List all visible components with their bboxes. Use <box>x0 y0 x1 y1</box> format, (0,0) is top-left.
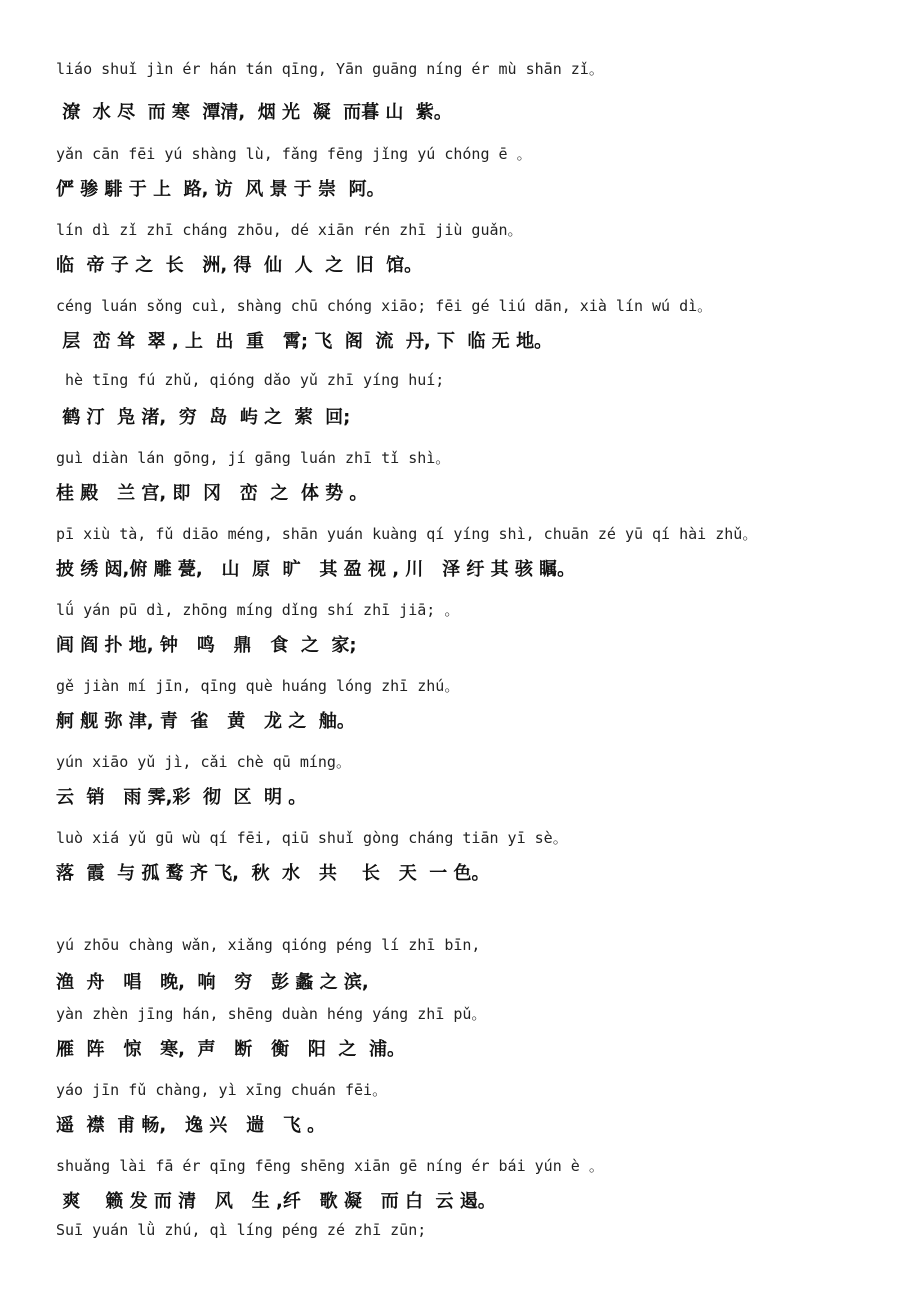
hanzi-line: 临 帝 子 之 长 洲, 得 仙 人 之 旧 馆。 <box>56 255 423 276</box>
pinyin-line: yǎn cān fēi yú shàng lù, fǎng fēng jǐng yú chóng ē 。 <box>56 145 532 163</box>
hanzi-line: 披 绣 闼,俯 雕 甍, 山 原 旷 其 盈 视 , 川 泽 纡 其 骇 瞩。 <box>56 559 576 580</box>
pinyin-line: hè tīng fú zhǔ, qióng dǎo yǔ zhī yíng huí; <box>56 371 445 389</box>
hanzi-line: 渔 舟 唱 晚, 响 穷 彭 蠡 之 滨, <box>56 972 369 993</box>
hanzi-line: 闾 阎 扑 地, 钟 鸣 鼎 食 之 家; <box>56 635 357 656</box>
hanzi-line: 舸 舰 弥 津, 青 雀 黄 龙 之 舳。 <box>56 711 355 732</box>
hanzi-line: 爽 籁 发 而 清 风 生 ,纤 歌 凝 而 白 云 遏。 <box>56 1191 496 1212</box>
pinyin-line: yáo jīn fǔ chàng, yì xīng chuán fēi。 <box>56 1081 388 1099</box>
pinyin-line: yún xiāo yǔ jì, cǎi chè qū míng。 <box>56 753 351 771</box>
hanzi-line: 俨 骖 騑 于 上 路, 访 风 景 于 崇 阿。 <box>56 179 385 200</box>
pinyin-line: shuǎng lài fā ér qīng fēng shēng xiān gē níng ér bái yún è 。 <box>56 1157 604 1175</box>
pinyin-line: Suī yuán lǜ zhú, qì líng péng zé zhī zūn; <box>56 1221 427 1239</box>
hanzi-line: 层 峦 耸 翠 , 上 出 重 霄; 飞 阁 流 丹, 下 临 无 地。 <box>56 331 553 352</box>
pinyin-line: yàn zhèn jīng hán, shēng duàn héng yáng zhī pǔ。 <box>56 1005 487 1023</box>
hanzi-line: 鹤 汀 凫 渚, 穷 岛 屿 之 萦 回; <box>56 407 351 428</box>
pinyin-line: pī xiù tà, fǔ diāo méng, shān yuán kuàng qí yíng shì, chuān zé yū qí hài zhǔ。 <box>56 525 758 543</box>
hanzi-line: 潦 水 尽 而 寒 潭清, 烟 光 凝 而暮 山 紫。 <box>56 102 452 123</box>
pinyin-line: liáo shuǐ jìn ér hán tán qīng, Yān guāng níng ér mù shān zǐ。 <box>56 60 604 78</box>
pinyin-line: gě jiàn mí jīn, qīng què huáng lóng zhī zhú。 <box>56 677 460 695</box>
hanzi-line: 遥 襟 甫 畅, 逸 兴 遄 飞 。 <box>56 1115 326 1136</box>
pinyin-line: yú zhōu chàng wǎn, xiǎng qióng péng lí zhī bīn, <box>56 936 481 954</box>
hanzi-line: 云 销 雨 霁,彩 彻 区 明 。 <box>56 787 307 808</box>
pinyin-line: lǘ yán pū dì, zhōng míng dǐng shí zhī jiā; 。 <box>56 601 460 619</box>
pinyin-line: guì diàn lán gōng, jí gāng luán zhī tǐ shì。 <box>56 449 451 467</box>
pinyin-line: lín dì zǐ zhī cháng zhōu, dé xiān rén zhī jiù guǎn。 <box>56 221 523 239</box>
pinyin-line: luò xiá yǔ gū wù qí fēi, qiū shuǐ gòng cháng tiān yī sè。 <box>56 829 568 847</box>
hanzi-line: 雁 阵 惊 寒, 声 断 衡 阳 之 浦。 <box>56 1039 405 1060</box>
hanzi-line: 落 霞 与 孤 鹜 齐 飞, 秋 水 共 长 天 一 色。 <box>56 863 490 884</box>
pinyin-line: céng luán sǒng cuì, shàng chū chóng xiāo; fēi gé liú dān, xià lín wú dì。 <box>56 297 713 315</box>
hanzi-line: 桂 殿 兰 宫, 即 冈 峦 之 体 势 。 <box>56 483 368 504</box>
